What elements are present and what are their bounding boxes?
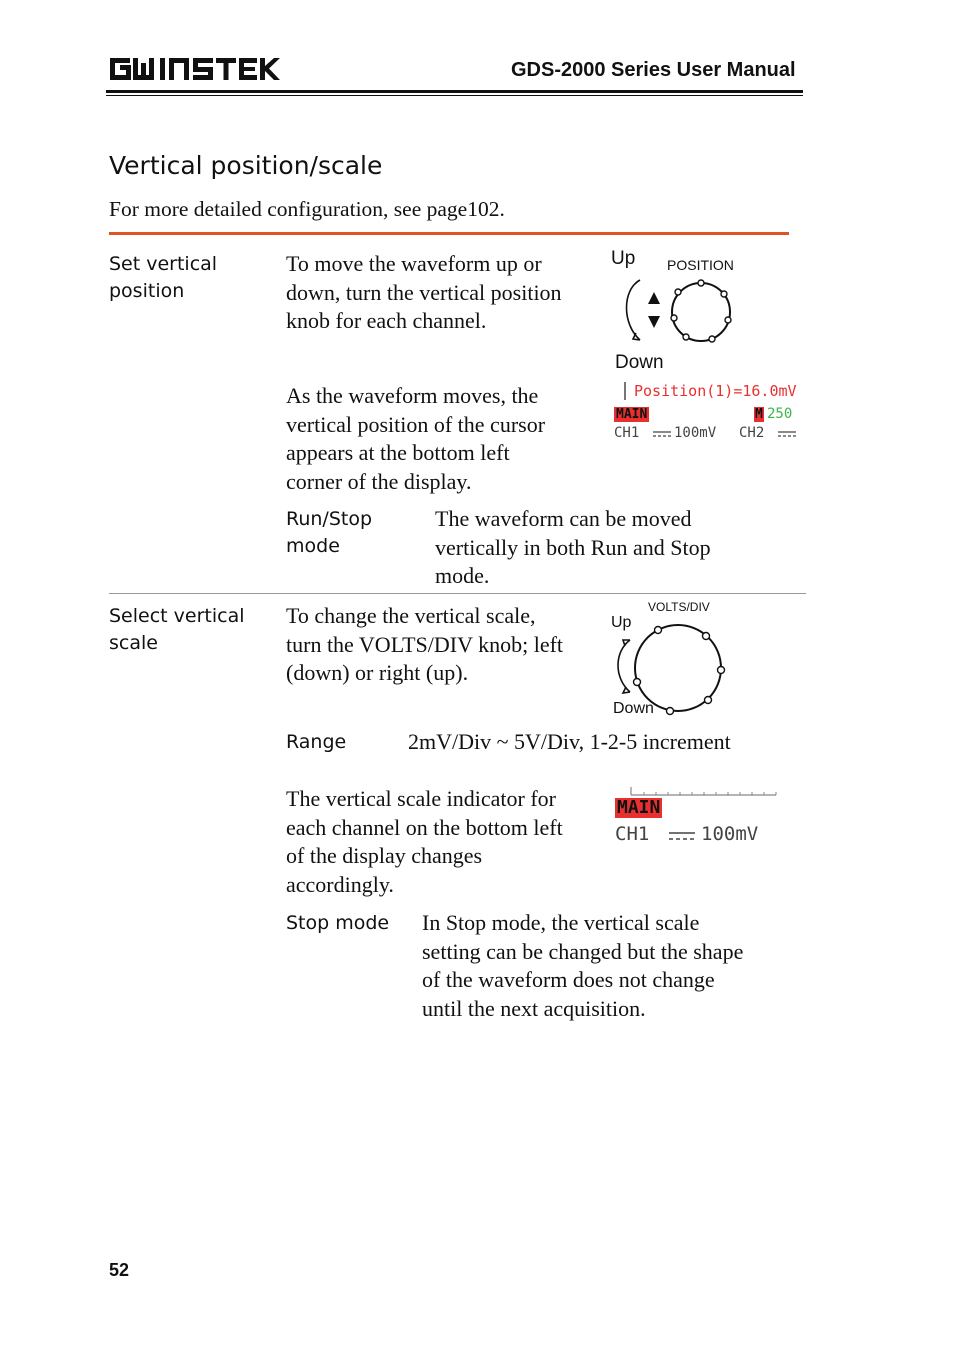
scale-indicator-text: The vertical scale indicator for each channel on the bottom left of the display changes accordingly. — [286, 786, 563, 897]
knob-up-label: Up — [611, 248, 636, 269]
brand-logo-icon — [108, 54, 280, 84]
range-label: Range — [286, 731, 347, 753]
dc-coupling-icon-ch2 — [777, 429, 797, 439]
screen-scale-ticks — [630, 785, 778, 797]
knob-down-label: Down — [615, 352, 664, 373]
volts-knob-down-label: Down — [613, 700, 654, 717]
position-knob-icon[interactable] — [620, 272, 740, 352]
stop-mode-text: In Stop mode, the vertical scale setting can be changed but the shape of the waveform does not change until the next acquisition. — [422, 910, 744, 1021]
scale-instructions: To change the vertical scale, turn the VOLTS/DIV knob; left (down) or right (up). — [286, 603, 564, 685]
range-value: 2mV/Div ~ 5V/Div, 1-2-5 increment — [408, 729, 731, 754]
intro-text: For more detailed configuration, see page102. — [109, 197, 505, 221]
page-number: 52 — [109, 1260, 130, 1280]
volts-div-knob-label: VOLTS/DIV — [648, 600, 710, 614]
row-label-set-vertical-position: Set vertical position — [109, 253, 218, 302]
sub-label-stop-mode: Stop mode — [286, 912, 390, 934]
main-badge-large: MAIN — [617, 797, 661, 818]
section-title: Vertical position/scale — [109, 151, 383, 180]
row-label-select-vertical-scale: Select vertical scale — [109, 605, 245, 654]
section-rule — [109, 232, 789, 235]
position-readout-text: Position(1)=16.0mV — [634, 382, 797, 400]
ch2-label: CH2 — [739, 425, 765, 441]
position-screen-readout — [612, 380, 802, 444]
dc-coupling-icon-large — [668, 829, 696, 843]
ch1-scale: 100mV — [674, 425, 717, 441]
scale-screen-readout — [612, 783, 782, 849]
ch1-label-large: CH1 — [615, 823, 650, 845]
header-rule — [106, 90, 803, 93]
volts-div-knob-icon[interactable] — [608, 620, 733, 716]
row-divider — [109, 593, 806, 594]
cursor-position-text: As the waveform moves, the vertical position of the cursor appears at the bottom left corner of the display. — [286, 383, 546, 494]
gw-instek-logo — [108, 54, 280, 88]
header-rule-thin — [106, 95, 803, 96]
volts-knob-up-label: Up — [611, 614, 632, 631]
ch1-scale-large: 100mV — [701, 823, 759, 845]
m-badge: M — [755, 407, 763, 422]
timebase-readout: 250 — [767, 406, 793, 422]
screen-bracket — [624, 382, 626, 400]
run-stop-text: The waveform can be moved vertically in both Run and Stop mode. — [435, 506, 711, 588]
manual-title: GDS-2000 Series User Manual — [511, 59, 796, 81]
ch1-label: CH1 — [614, 425, 640, 441]
position-instructions: To move the waveform up or down, turn the vertical position knob for each channel. — [286, 251, 562, 333]
sub-label-run-stop-mode: Run/Stop mode — [286, 508, 373, 557]
main-badge: MAIN — [616, 407, 648, 422]
position-knob-label: POSITION — [667, 257, 734, 273]
dc-coupling-icon — [652, 429, 672, 439]
